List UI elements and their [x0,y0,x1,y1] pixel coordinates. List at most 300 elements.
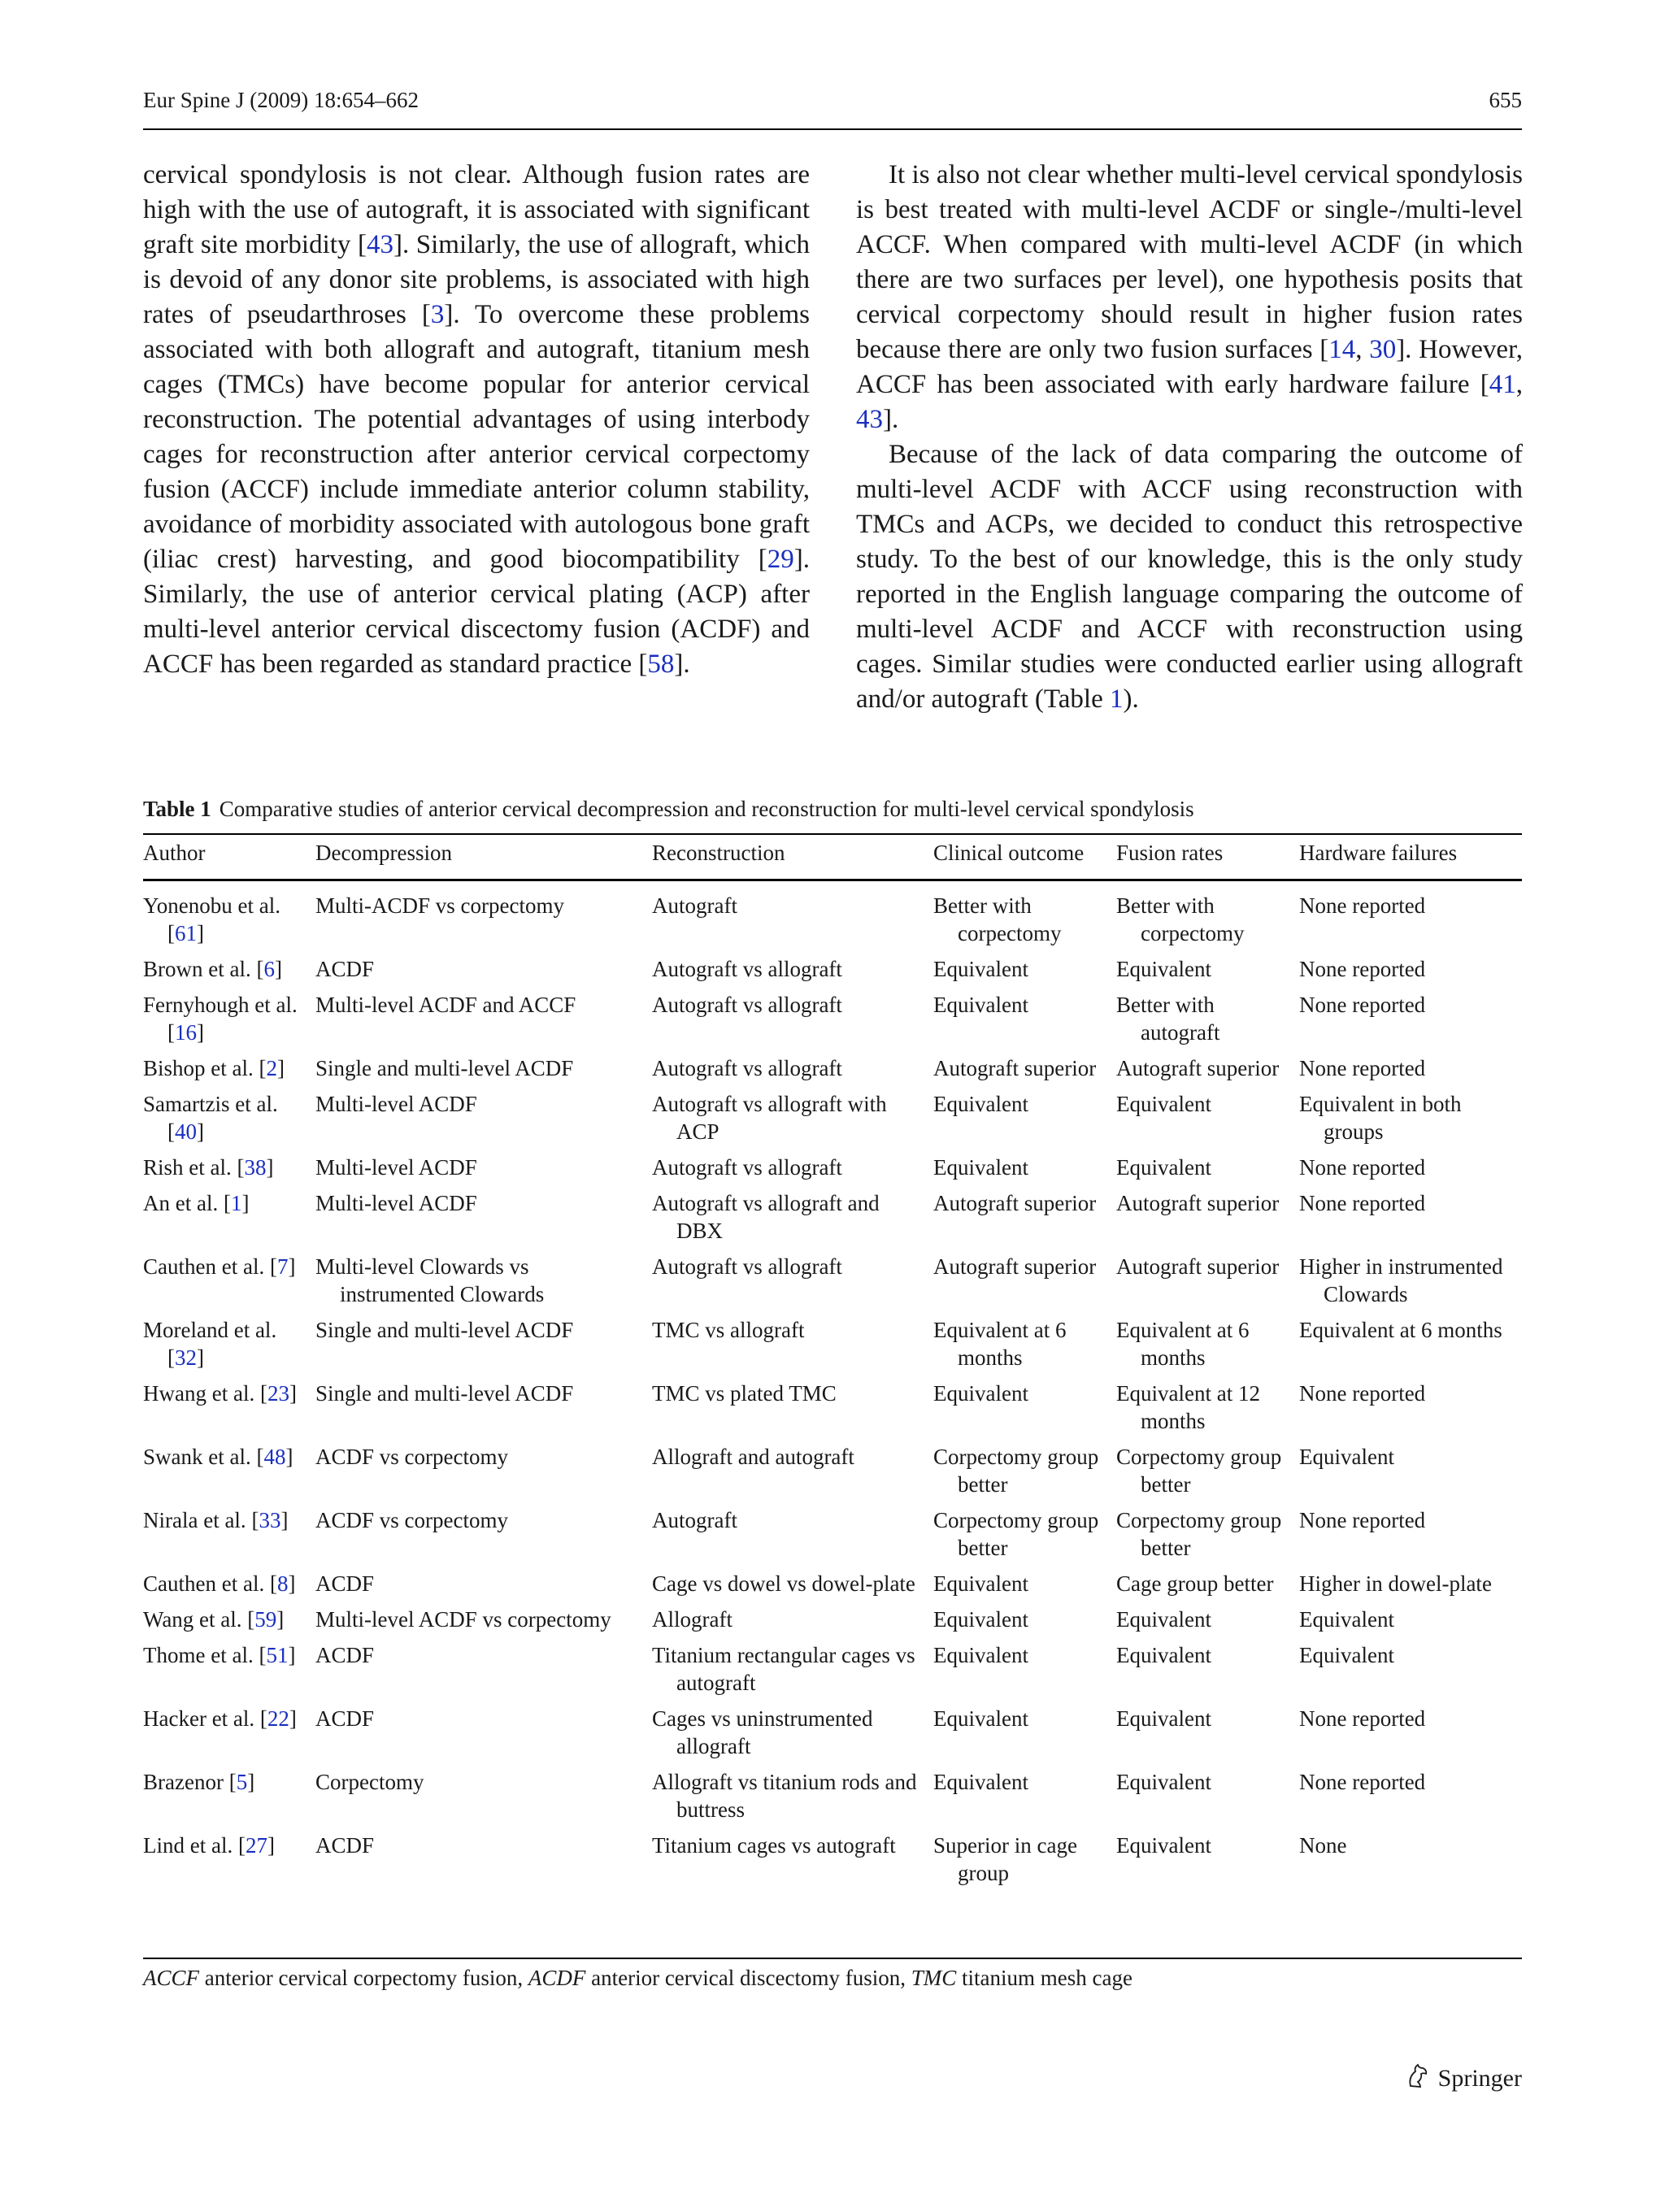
cell-text: Single and multi-level ACDF [315,1056,574,1080]
cell-text: Equivalent [1116,1607,1211,1632]
cell-text: ACDF [315,1643,375,1667]
table-row [143,1054,1522,1090]
cell-text: ACDF [315,1833,375,1858]
table-cell [315,1570,652,1606]
author-cell: Fernyhough et al. [16] [143,993,298,1045]
cell-text: Titanium rectangular cages vs autograft [652,1643,915,1695]
table-caption-text: Comparative studies of anterior cervical decompression and reconstruction for multi-level cervical spondylosis [219,797,1194,821]
table-cell [933,1641,1116,1705]
citation-link[interactable]: 58 [647,650,675,679]
cell-text: Better with autograft [1116,993,1220,1045]
table-cell [933,1316,1116,1380]
table-cell [1299,1506,1522,1570]
table-cell [315,1253,652,1316]
text-run: Because of the lack of data comparing the outcome of multi-level ACDF with ACCF using reconstruction with TMCs and ACPs, we decided to conduct this retrospective study. To the best of our knowledge, this is the only study reported in the English language comparing the outcome of multi-level ACDF and ACCF with reconstruction using cages. Similar studies were conducted earlier using allograft and/or autograft (Table [856,440,1523,714]
cell-text: Equivalent [1116,1092,1211,1116]
table-cell [1116,955,1299,991]
table-cell [1116,1768,1299,1832]
cell-text: None reported [1299,1381,1426,1406]
table-cell [1299,1090,1522,1154]
cell-text: Corpectomy group better [933,1445,1099,1497]
table-cell [652,1606,933,1641]
table-cell [315,1506,652,1570]
cell-text: None reported [1299,993,1426,1017]
table-cell [933,1443,1116,1506]
table-cell [1299,1443,1522,1506]
cell-text: Allograft [652,1607,733,1632]
table-cell [652,1154,933,1189]
table-cell [1116,1606,1299,1641]
table-cell [315,955,652,991]
citation-link[interactable]: 2 [266,1056,277,1080]
author-name: Moreland et al. [143,1318,277,1342]
table-cell [315,1316,652,1380]
cell-text: Corpectomy group better [933,1508,1099,1560]
author-cell: Nirala et al. [33] [143,1508,289,1532]
cell-text: Autograft superior [1116,1191,1280,1215]
running-head [143,88,1522,113]
cell-text: None reported [1299,1191,1426,1215]
table-cell [1299,1380,1522,1443]
author-name: Nirala et al. [143,1508,246,1532]
cell-text: Corpectomy group better [1116,1508,1282,1560]
cell-text: Autograft superior [933,1254,1097,1279]
citation-link[interactable]: 33 [259,1508,281,1532]
table-cell [1116,991,1299,1054]
author-name: Fernyhough et al. [143,993,298,1017]
cell-text: Better with corpectomy [933,893,1062,945]
table-cell [315,991,652,1054]
table-row [143,1316,1522,1380]
table-caption [143,797,1194,822]
table-cell [652,1570,933,1606]
cell-text: Autograft superior [1116,1056,1280,1080]
table-cell [1299,1054,1522,1090]
table-row [143,1154,1522,1189]
table-cell [1299,1189,1522,1253]
cell-text: Multi-level ACDF vs corpectomy [315,1607,611,1632]
cell-text: ACDF [315,957,375,981]
citation-link[interactable]: 1 [1109,684,1124,714]
author-name: Brazenor [143,1770,224,1794]
cell-text: Autograft superior [933,1191,1097,1215]
author-cell: Thome et al. [51] [143,1643,296,1667]
cell-text: None [1299,1833,1347,1858]
text-run: , [1515,370,1523,399]
publisher-logo [1404,2062,1522,2096]
cell-text: Allograft and autograft [652,1445,854,1469]
cell-text: Single and multi-level ACDF [315,1318,574,1342]
cell-text: Equivalent [933,1607,1028,1632]
cell-text: Equivalent [1299,1445,1394,1469]
table-cell [652,1253,933,1316]
table-cell [933,1154,1116,1189]
cell-text: Equivalent [1116,1770,1211,1794]
table-cell [1299,1832,1522,1895]
text-run: ]. Similarly, the use of allograft, which is devoid of any donor site problems, is associated with high rates of pseudarthroses [ [143,230,810,329]
table-cell [933,955,1116,991]
citation-link[interactable]: 32 [175,1345,197,1370]
cell-text: Multi-level ACDF [315,1092,477,1116]
cell-text: Autograft vs allograft [652,957,842,981]
cell-text: Superior in cage group [933,1833,1077,1885]
table-cell [1116,1189,1299,1253]
cell-text: TMC vs plated TMC [652,1381,837,1406]
column-header: Hardware failures [1299,841,1458,865]
column-header: Author [143,841,206,865]
cell-text: Equivalent [933,1381,1028,1406]
cell-text: Cages vs uninstrumented allograft [652,1706,873,1758]
author-name: Cauthen et al. [143,1571,265,1596]
table-cell [933,991,1116,1054]
citation-link[interactable]: 61 [175,921,197,945]
citation-link[interactable]: 27 [245,1833,267,1858]
table-cell [652,955,933,991]
table-cell [652,1506,933,1570]
author-cell: Lind et al. [27] [143,1833,275,1858]
text-run: It is also not clear whether multi-level cervical spondylosis is best treated with multi-level ACDF or single-/multi-level ACCF. When compared with multi-level ACDF (in which there are two surfaces per level), one hypothesis posits that cervical corpectomy should result in higher fusion rates because there are only two fusion surfaces [ [856,160,1523,364]
cell-text: Higher in instrumented Clowards [1299,1254,1503,1306]
citation-link[interactable]: 6 [263,957,275,981]
table-row [143,1641,1522,1705]
table-row [143,1090,1522,1154]
author-cell: Hacker et al. [22] [143,1706,297,1731]
springer-horse-icon [1404,2062,1432,2096]
citation-link[interactable]: 43 [856,405,883,434]
right-column [856,158,1523,717]
cell-text: Equivalent [1299,1607,1394,1632]
cell-text: Cage vs dowel vs dowel-plate [652,1571,915,1596]
author-cell: Hwang et al. [23] [143,1381,297,1406]
table-cell [652,1443,933,1506]
abbreviation: TMC [911,1966,957,1990]
text-run: anterior cervical corpectomy fusion, [199,1966,528,1990]
table-cell [315,1054,652,1090]
cell-text: Equivalent at 6 months [1299,1318,1502,1342]
cell-text: Autograft vs allograft [652,1155,842,1180]
author-cell: Rish et al. [38] [143,1155,274,1180]
table-cell [933,1768,1116,1832]
citation-link[interactable]: 30 [1369,335,1397,364]
cell-text: ACDF vs corpectomy [315,1445,508,1469]
table-cell [1299,1768,1522,1832]
cell-text: None reported [1299,1508,1426,1532]
table-cell [315,892,652,955]
author-cell: Samartzis et al. [40] [143,1092,278,1144]
table-cell [1116,1090,1299,1154]
abbreviation: ACDF [528,1966,586,1990]
cell-text: None reported [1299,1155,1426,1180]
author-cell: Brown et al. [6] [143,957,282,981]
table-cell [315,1189,652,1253]
cell-text: Autograft vs allograft [652,1056,842,1080]
table-cell [652,1641,933,1705]
text-run: ]. However, ACCF has been associated with early hardware failure [ [856,335,1523,399]
cell-text: ACDF vs corpectomy [315,1508,508,1532]
author-name: Rish et al. [143,1155,232,1180]
author-name: Hacker et al. [143,1706,255,1731]
author-cell: Wang et al. [59] [143,1607,285,1632]
cell-text: ACDF [315,1571,375,1596]
text-run: , [1355,335,1370,364]
cell-text: Equivalent [933,1155,1028,1180]
text-run: ]. To overcome these problems associated with both allograft and autograft, titanium mesh cages (TMCs) have become popular for anterior cervical reconstruction. The potential advantages of using interbody cages for reconstruction after anterior cervical corpectomy fusion (ACCF) include immediate anterior column stability, avoidance of morbidity associated with autologous bone graft (iliac crest) harvesting, and good biocompatibility [ [143,300,810,574]
author-cell: Brazenor [5] [143,1770,255,1794]
table-cell [315,1154,652,1189]
cell-text: Equivalent [933,1092,1028,1116]
author-cell: Cauthen et al. [8] [143,1571,296,1596]
table-cell [1116,892,1299,955]
author-cell: Swank et al. [48] [143,1445,293,1469]
cell-text: Equivalent [1116,957,1211,981]
cell-text: Autograft vs allograft and DBX [652,1191,880,1243]
citation-link[interactable]: 22 [267,1706,289,1731]
table-cell [315,1832,652,1895]
text-run: ]. [883,405,899,434]
author-name: Brown et al. [143,957,251,981]
text-run: cervical spondylosis is not clear. Although fusion rates are high with the use of autograft, it is associated with significant graft site morbidity [ [143,160,810,259]
cell-text: Multi-level Clowards vs instrumented Clowards [315,1254,545,1306]
citation-link[interactable]: 59 [254,1607,277,1632]
table-row [143,1253,1522,1316]
column-header: Decompression [315,841,452,865]
table-cell [315,1705,652,1768]
author-name: An et al. [143,1191,219,1215]
table-cell [1299,1570,1522,1606]
author-cell: Cauthen et al. [7] [143,1254,296,1279]
cell-text: Single and multi-level ACDF [315,1381,574,1406]
table-header-rule [143,879,1522,881]
citation-link[interactable]: 43 [366,230,393,259]
author-cell: Yonenobu et al. [61] [143,893,281,945]
table-cell [652,1090,933,1154]
table-header [143,839,1522,867]
table-cell [1116,1380,1299,1443]
citation-link[interactable]: 23 [267,1381,289,1406]
cell-text: Autograft superior [1116,1254,1280,1279]
table-cell [652,1316,933,1380]
author-cell: Moreland et al. [32] [143,1318,277,1370]
author-name: Samartzis et al. [143,1092,278,1116]
table-cell [652,1832,933,1895]
cell-text: Multi-level ACDF and ACCF [315,993,576,1017]
citation-link[interactable]: 38 [244,1155,267,1180]
cell-text: Equivalent at 6 months [1116,1318,1250,1370]
table-row [143,955,1522,991]
table-cell [1116,1154,1299,1189]
text-run: titanium mesh cage [956,1966,1132,1990]
cell-text: Equivalent [1116,1155,1211,1180]
page-number: 655 [1489,88,1522,112]
cell-text: Higher in dowel-plate [1299,1571,1492,1596]
citation-link[interactable]: 1 [230,1191,242,1215]
table-cell [1299,955,1522,991]
table-cell [1299,1154,1522,1189]
cell-text: Corpectomy group better [1116,1445,1282,1497]
table-cell [1116,1641,1299,1705]
table-cell [315,1606,652,1641]
table-cell [652,991,933,1054]
table-cell [933,1253,1116,1316]
cell-text: ACDF [315,1706,375,1731]
table-row [143,892,1522,955]
table-top-rule [143,833,1522,835]
cell-text: Equivalent [1116,1706,1211,1731]
cell-text: Autograft vs allograft [652,1254,842,1279]
cell-text: Multi-ACDF vs corpectomy [315,893,564,918]
cell-text: None reported [1299,957,1426,981]
table-cell [652,1380,933,1443]
cell-text: None reported [1299,1706,1426,1731]
citation-link[interactable]: 51 [266,1643,289,1667]
citation-link[interactable]: 7 [276,1254,289,1279]
author-name: Hwang et al. [143,1381,255,1406]
table-cell [1116,1832,1299,1895]
author-name: Swank et al. [143,1445,251,1469]
table-cell [1299,892,1522,955]
table-cell [1116,1443,1299,1506]
cell-text: Equivalent [933,1770,1028,1794]
cell-text: Equivalent at 12 months [1116,1381,1260,1433]
cell-text: Autograft vs allograft with ACP [652,1092,887,1144]
table-cell [1116,1570,1299,1606]
table-cell [933,1832,1116,1895]
body-paragraph [856,158,1523,437]
citation-link[interactable]: 29 [767,545,794,574]
table-cell [652,892,933,955]
table-cell [933,1054,1116,1090]
cell-text: Multi-level ACDF [315,1191,477,1215]
cell-text: Autograft [652,1508,737,1532]
table-row [143,1606,1522,1641]
table-cell [1299,1316,1522,1380]
cell-text: None reported [1299,1056,1426,1080]
cell-text: TMC vs allograft [652,1318,805,1342]
table-cell [933,1090,1116,1154]
cell-text: Autograft superior [933,1056,1097,1080]
table-cell [315,1768,652,1832]
cell-text: Equivalent [933,957,1028,981]
author-name: Thome et al. [143,1643,254,1667]
cell-text: Multi-level ACDF [315,1155,477,1180]
cell-text: Better with corpectomy [1116,893,1245,945]
author-cell: Bishop et al. [2] [143,1056,285,1080]
header-rule [143,128,1522,130]
citation-link[interactable]: 5 [236,1770,248,1794]
table-row [143,1443,1522,1506]
table-cell [652,1189,933,1253]
journal-citation: Eur Spine J (2009) 18:654–662 [143,88,419,112]
cell-text: Corpectomy [315,1770,424,1794]
table-cell [1116,1705,1299,1768]
cell-text: Equivalent [1116,1833,1211,1858]
table-cell [933,1506,1116,1570]
table-cell [1116,1054,1299,1090]
cell-text: Equivalent [933,1571,1028,1596]
column-header: Fusion rates [1116,841,1224,865]
table-cell [315,1641,652,1705]
author-name: Bishop et al. [143,1056,254,1080]
column-header: Clinical outcome [933,841,1085,865]
table-cell [1299,1705,1522,1768]
cell-text: Autograft vs allograft [652,993,842,1017]
table-cell [652,1705,933,1768]
text-run: ]. Similarly, the use of anterior cervical plating (ACP) after multi-level anterior cervical discectomy fusion (ACDF) and ACCF has been regarded as standard practice [ [143,545,810,679]
citation-link[interactable]: 8 [276,1571,289,1596]
column-header: Reconstruction [652,841,785,865]
cell-text: Equivalent at 6 months [933,1318,1067,1370]
table-row [143,1506,1522,1570]
table-cell [652,1054,933,1090]
abbreviation: ACCF [143,1966,200,1990]
table-cell [933,1380,1116,1443]
table-row [143,1768,1522,1832]
text-run: ]. [674,650,690,679]
table-cell [1299,991,1522,1054]
table-row [143,1380,1522,1443]
cell-text: Allograft vs titanium rods and buttress [652,1770,917,1822]
table-cell [315,1380,652,1443]
body-paragraph [856,437,1523,717]
cell-text: Equivalent [933,993,1028,1017]
table-row [143,1832,1522,1895]
cell-text: Equivalent [1116,1643,1211,1667]
citation-link[interactable]: 14 [1328,335,1356,364]
author-name: Wang et al. [143,1607,242,1632]
author-name: Yonenobu et al. [143,893,281,918]
table-label: Table 1 [143,797,211,821]
table-cell [1299,1641,1522,1705]
table-cell [1299,1606,1522,1641]
author-name: Cauthen et al. [143,1254,265,1279]
table-cell [933,1705,1116,1768]
table-cell [933,892,1116,955]
citation-link[interactable]: 40 [175,1119,197,1144]
table-cell [1116,1253,1299,1316]
text-run: ). [1123,684,1139,714]
cell-text: Autograft [652,893,737,918]
author-name: Lind et al. [143,1833,233,1858]
table-cell [933,1570,1116,1606]
cell-text: Cage group better [1116,1571,1274,1596]
table-cell [933,1189,1116,1253]
table-row [143,1570,1522,1606]
publisher-name: Springer [1437,2065,1522,2092]
table-cell [1116,1506,1299,1570]
table-row [143,1705,1522,1768]
table-footnote [143,1966,1132,1991]
body-paragraph [143,158,810,682]
cell-text: Equivalent [1299,1643,1394,1667]
table-body [143,892,1522,1895]
text-run: anterior cervical discectomy fusion, [585,1966,911,1990]
left-column [143,158,810,682]
table-row [143,1189,1522,1253]
citation-link[interactable]: 16 [175,1020,197,1045]
cell-text: Titanium cages vs autograft [652,1833,896,1858]
table-cell [315,1090,652,1154]
citation-link[interactable]: 3 [430,300,445,329]
table-cell [1299,1253,1522,1316]
table-bottom-rule [143,1958,1522,1959]
citation-link[interactable]: 48 [263,1445,286,1469]
cell-text: Equivalent in both groups [1299,1092,1462,1144]
table-cell [652,1768,933,1832]
author-cell: An et al. [1] [143,1191,250,1215]
citation-link[interactable]: 41 [1489,370,1516,399]
cell-text: Equivalent [933,1706,1028,1731]
table-cell [1116,1316,1299,1380]
